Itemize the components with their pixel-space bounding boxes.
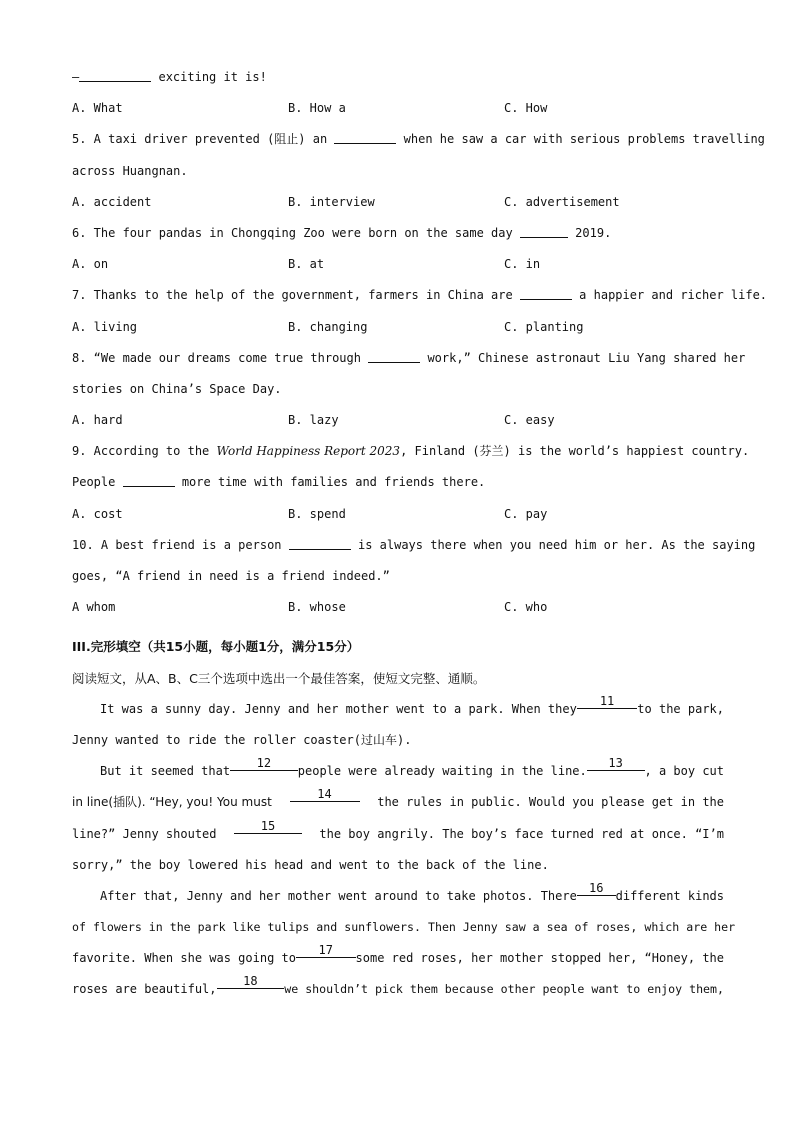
q4-line: — exciting it is!	[72, 62, 724, 93]
q10-options	[72, 592, 724, 623]
section-instruction: 阅读短文，从A、B、C三个选项中选出一个最佳答案，使短文完整、通顺。	[72, 670, 486, 686]
q9-line-2	[72, 467, 724, 498]
q5-options	[72, 187, 724, 218]
q6-text-b: 2019.	[575, 225, 612, 240]
option-c[interactable]: C. easy	[504, 413, 555, 428]
exam-page	[72, 62, 768, 1006]
passage-text: It was a sunny day. Jenny and her mother went to a park. When they	[100, 701, 577, 716]
q5-line-1	[72, 124, 765, 155]
passage-line	[72, 694, 724, 725]
cloze-blank-18[interactable]: 18	[217, 974, 285, 989]
answer-blank[interactable]	[520, 223, 568, 238]
q9-line-1	[72, 436, 750, 467]
answer-blank[interactable]	[79, 67, 151, 82]
option-a[interactable]: A. living	[72, 319, 138, 334]
option-a[interactable]: A. accident	[72, 194, 152, 209]
option-b[interactable]: B. whose	[288, 600, 346, 615]
q9-text-c: People	[72, 475, 116, 490]
passage-text: roses are beautiful,	[72, 982, 217, 997]
cloze-blank-17[interactable]: 17	[296, 943, 356, 958]
passage-line: sorry,” the boy lowered his head and went to the back of the line.	[72, 857, 549, 872]
option-b[interactable]: B. lazy	[288, 413, 339, 428]
q9-text-b: , Finland (芬兰) is the world’s happiest country.	[400, 444, 750, 459]
cloze-blank-14[interactable]: 14	[290, 787, 360, 802]
q5-text-b: when he saw a car with serious problems travelling	[403, 132, 765, 147]
q6-line	[72, 218, 724, 249]
answer-blank[interactable]	[334, 129, 396, 144]
passage-text: some red roses, her mother stopped her, “Honey, the	[355, 951, 724, 966]
q7-text-a: 7. Thanks to the help of the government, farmers in China are	[72, 288, 513, 303]
passage-line	[72, 881, 724, 912]
q8-text-a: 8. “We made our dreams come true through	[72, 350, 361, 365]
passage-line	[72, 787, 724, 818]
q7-line	[72, 280, 768, 311]
option-c[interactable]: C. in	[504, 257, 541, 272]
answer-blank[interactable]	[123, 472, 175, 487]
q6-options	[72, 249, 724, 280]
option-b[interactable]: B. spend	[288, 506, 346, 521]
q7-options	[72, 312, 724, 343]
q9-text-a: 9. According to the	[72, 444, 210, 459]
q4-tail: exciting it is!	[158, 70, 267, 84]
q10-line-2: goes, “A friend in need is a friend indeed.”	[72, 569, 390, 583]
option-b[interactable]: B. at	[288, 257, 325, 272]
option-c[interactable]: C. pay	[504, 506, 548, 521]
passage-line: Jenny wanted to ride the roller coaster(过山车).	[72, 732, 412, 747]
q10-line-1	[72, 530, 756, 561]
passage-text: people were already waiting in the line.	[297, 764, 587, 779]
q5-line-2: across Huangnan.	[72, 163, 188, 178]
passage-text: the rules in public. Would you please get in the	[377, 795, 724, 810]
option-b[interactable]: B. changing	[288, 319, 368, 334]
option-a[interactable]: A whom	[72, 600, 116, 615]
q5-text-a: 5. A taxi driver prevented (阻止) an	[72, 132, 328, 147]
q10-text-a: 10. A best friend is a person	[72, 537, 282, 552]
option-b[interactable]: B. How a	[288, 101, 346, 116]
passage-text: line?” Jenny shouted	[72, 826, 217, 841]
section-title: III.完形填空（共15小题，每小题1分，满分15分）	[72, 639, 360, 655]
answer-blank[interactable]	[289, 535, 351, 550]
q8-line-1	[72, 343, 746, 374]
passage-text: in line(插队). “Hey, you! You must	[72, 795, 272, 810]
cloze-blank-16[interactable]: 16	[577, 881, 616, 896]
passage-text: different kinds	[615, 888, 724, 903]
q8-line-2: stories on China’s Space Day.	[72, 381, 282, 396]
cloze-blank-12[interactable]: 12	[230, 756, 298, 771]
option-c[interactable]: C. planting	[504, 319, 584, 334]
passage-line	[72, 974, 724, 1005]
option-a[interactable]: A. cost	[72, 506, 123, 521]
q10-text-b: is always there when you need him or her. As the saying	[357, 537, 756, 552]
passage-line	[72, 819, 724, 850]
passage-text: the boy angrily. The boy’s face turned red at once. “I’m	[319, 826, 724, 841]
answer-blank[interactable]	[368, 348, 420, 363]
option-c[interactable]: C. How	[504, 101, 548, 116]
option-c[interactable]: C. advertisement	[504, 194, 620, 209]
q8-options	[72, 405, 724, 436]
option-a[interactable]: A. on	[72, 257, 109, 272]
q8-text-b: work,” Chinese astronaut Liu Yang shared her	[427, 350, 746, 365]
cloze-blank-11[interactable]: 11	[577, 694, 637, 709]
passage-text: to the park,	[637, 701, 724, 716]
option-a[interactable]: A. What	[72, 101, 123, 116]
passage-text: After that, Jenny and her mother went around to take photos. There	[100, 888, 577, 903]
report-title: World Happiness Report 2023	[216, 444, 401, 459]
option-c[interactable]: C. who	[504, 600, 548, 615]
option-a[interactable]: A. hard	[72, 413, 123, 428]
q6-text-a: 6. The four pandas in Chongqing Zoo were born on the same day	[72, 225, 513, 240]
answer-blank[interactable]	[520, 285, 572, 300]
q7-text-b: a happier and richer life.	[579, 288, 768, 303]
q9-text-d: more time with families and friends there.	[181, 475, 486, 490]
cloze-blank-15[interactable]: 15	[234, 819, 302, 834]
q9-options	[72, 499, 724, 530]
passage-text: favorite. When she was going to	[72, 951, 296, 966]
cloze-blank-13[interactable]: 13	[587, 756, 645, 771]
q4-options	[72, 93, 724, 124]
option-b[interactable]: B. interview	[288, 194, 375, 209]
passage-text: , a boy cut	[644, 764, 724, 779]
passage-line	[72, 943, 724, 974]
passage-text: we shouldn’t pick them because other people want to enjoy them,	[284, 982, 724, 997]
passage-line: of flowers in the park like tulips and sunflowers. Then Jenny saw a sea of roses, which are her	[72, 920, 736, 935]
passage-text: But it seemed that	[100, 764, 231, 779]
passage-line	[72, 756, 724, 787]
